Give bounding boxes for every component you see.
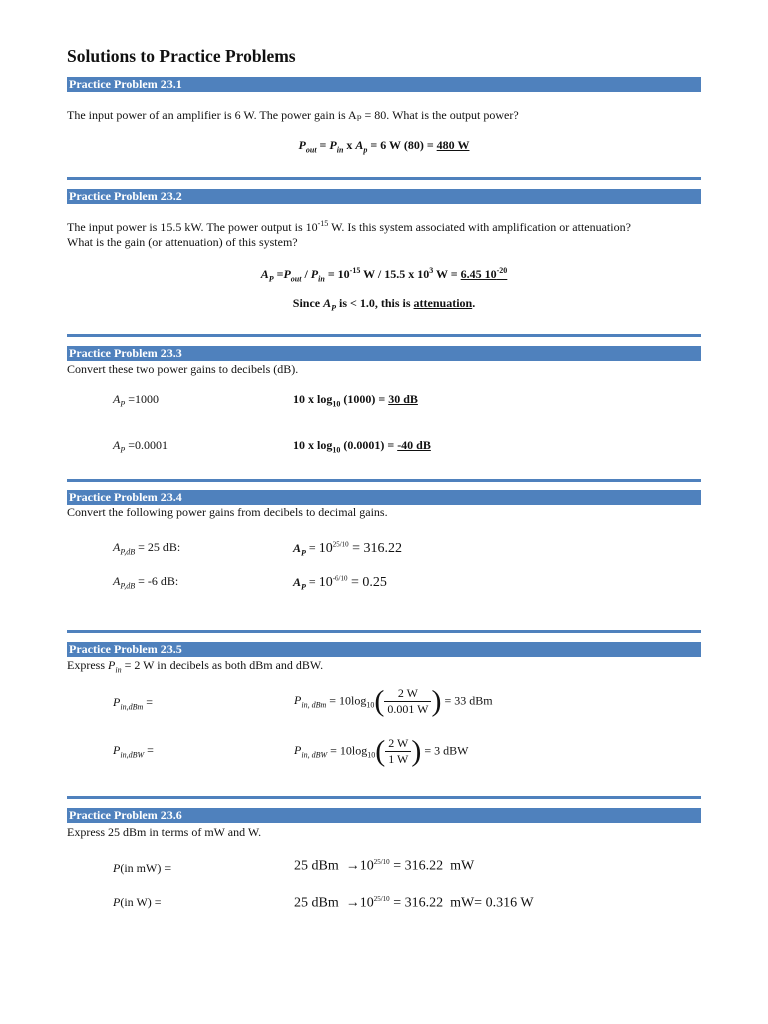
dbm-formula: $P_{in, dBm} = 10\log_{10}$( $\frac{2 W}{0.001 W}$ ) = 33 dBm [294, 684, 493, 718]
problem-header-23-6: Practice Problem 23.6 [67, 808, 701, 823]
conclusion: Since $A_P$ is < 1.0, this is attenuation. [292, 296, 476, 313]
problem-question-line2: What is the gain (or attenuation) of this system? [67, 235, 298, 249]
problem-header-23-3: Practice Problem 23.3 [67, 346, 701, 361]
power-label-w: P(in W) = [113, 895, 162, 909]
answer-expression: $P_{out} = P_{in}$ x $A_p = 6$ W (80) = [298, 138, 437, 155]
section-divider [67, 334, 701, 337]
page-title: Solutions to Practice Problems [67, 46, 296, 66]
power-label-dbm: $P_{in,dBm}$ = [113, 695, 154, 712]
dbw-formula: $P_{in, dBW} = 10\log_{10}$( $\frac{2 W}{1 W}$ ) = 3 dBW [294, 734, 469, 768]
problem-prompt: Convert the following power gains from decibels to decimal gains. [67, 505, 388, 519]
answer-expression: $A_P =P_{out} / P_{in} = 10^{-15}$ W / 15.5 x $10^3$ W = [260, 266, 461, 284]
problem-answer [67, 266, 701, 283]
problem-prompt: Express 25 dBm in terms of mW and W. [67, 825, 262, 839]
problem-question-line1: The input power is 15.5 kW. The power output is $10^{-15}$ W. Is this system associated with amplification or attenuation? [67, 219, 631, 234]
problem-header-23-2: Practice Problem 23.2 [67, 189, 701, 204]
problem-question: The input power of an amplifier is 6 W. The power gain is Aₚ = 80. What is the output power? [67, 108, 519, 122]
section-divider [67, 796, 701, 799]
power-label-mw: P(in mW) = [113, 861, 172, 875]
answer-value: 6.45 $10^{-20}$ [460, 266, 508, 281]
decimal-gain: $A_P = 10^{25/10} = 316.22$ [293, 540, 403, 558]
decimal-gain: $A_P = 10^{-6/10} = 0.25$ [293, 574, 387, 592]
power-label-dbw: $P_{in,dBW}$ = [113, 743, 154, 760]
section-divider [67, 177, 701, 180]
answer-value: 480 W [436, 138, 470, 152]
problem-answer [67, 138, 701, 154]
gain-result: 30 dB [388, 392, 418, 406]
w-conversion: 25 dBm $\to 10^{25/10} = 316.22$ mW= 0.316 W [294, 895, 534, 911]
gain-result: -40 dB [397, 438, 431, 452]
problem-prompt: Convert these two power gains to decibels (dB). [67, 362, 299, 376]
gain-label: $A_P =1000$ [113, 392, 160, 409]
gain-work: 10 x $\log_{10} (1000) = 30$ dB [293, 392, 418, 409]
gain-work: 10 x $\log_{10} (0.0001) = -40$ dB [293, 438, 431, 455]
section-divider [67, 630, 701, 633]
problem-header-23-1: Practice Problem 23.1 [67, 77, 701, 92]
db-label: $A_{P,dB} = 25$ dB: [113, 540, 181, 557]
problem-header-23-5: Practice Problem 23.5 [67, 642, 701, 657]
conclusion-value: attenuation [413, 296, 473, 310]
section-divider [67, 479, 701, 482]
db-label: $A_{P,dB} = -6$ dB: [113, 574, 179, 591]
gain-label: $A_P =0.0001$ [113, 438, 169, 455]
problem-prompt: Express $P_{in} = 2$ W in decibels as both dBm and dBW. [67, 658, 324, 675]
problem-header-23-4: Practice Problem 23.4 [67, 490, 701, 505]
mw-conversion: 25 dBm $\to 10^{25/10} = 316.22$ mW [294, 858, 475, 874]
